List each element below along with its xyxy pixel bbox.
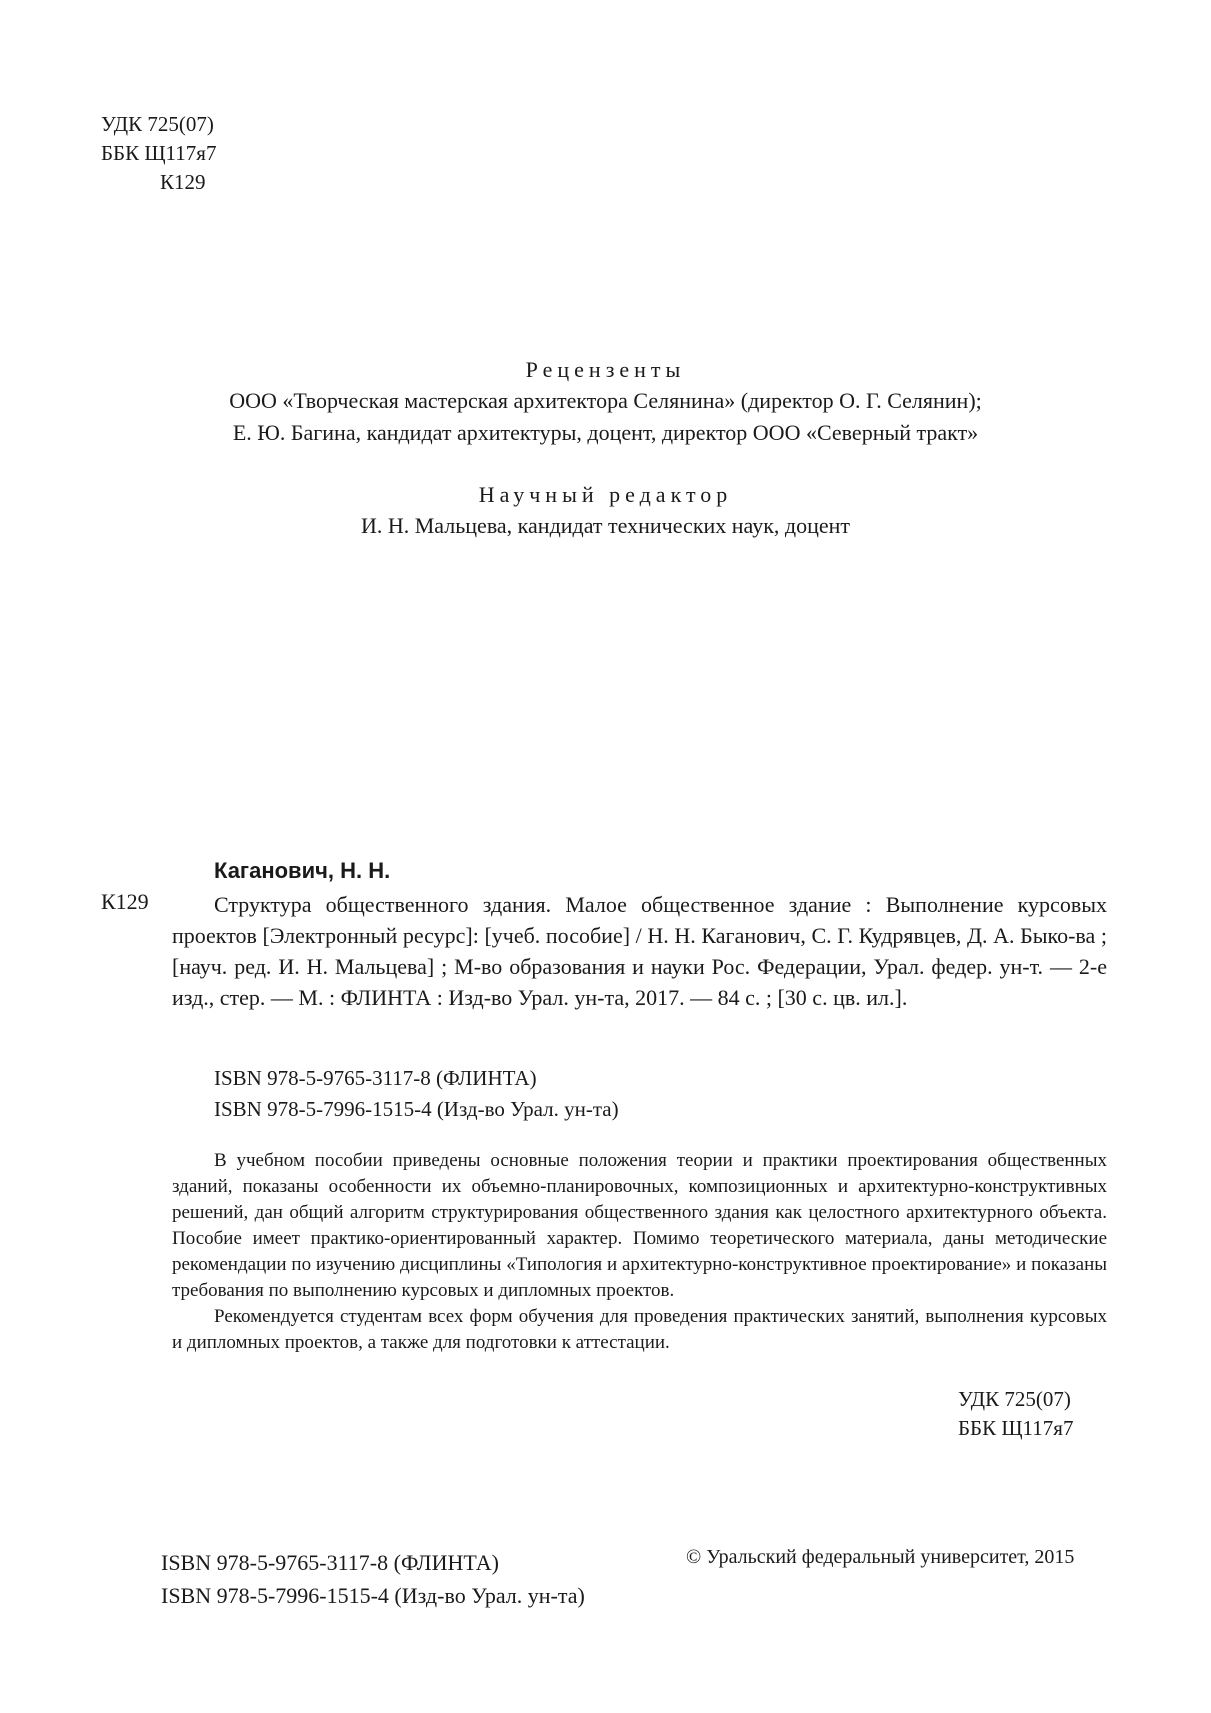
footer-isbn-2: ISBN 978-5-7996-1515-4 (Изд-во Урал. ун-та) xyxy=(161,1583,585,1608)
reviewers-heading: Рецензенты xyxy=(525,357,686,382)
bbk-code: ББК Щ117я7 xyxy=(101,141,217,165)
reviewer-line-2: Е. Ю. Багина, кандидат архитектуры, доцент, директор ООО «Северный тракт» xyxy=(232,420,979,445)
footer-isbn-1: ISBN 978-5-9765-3117-8 (ФЛИНТА) xyxy=(161,1550,499,1575)
catalog-isbn-block xyxy=(214,1063,619,1125)
copyright-notice: © Уральский федеральный университет, 2015 xyxy=(686,1546,1075,1568)
catalog-description: Структура общественного здания. Малое общественное здание : Выполнение курсовых проектов [Электронный ресурс]: [учеб. пособие] / Н. Н. Каганович, С. Г. Кудрявцев, Д. А. Быко-ва ; [науч. ред. И. Н. Мальцева] ; М-во образования и науки Рос. Федерации, Урал. федер. ун-т. — 2-е изд., стер. — М. : ФЛИНТА : Изд-во Урал. ун-та, 2017. — 84 с. ; [30 с. цв. ил.]. xyxy=(172,892,1107,1010)
author-mark: К129 xyxy=(160,170,206,194)
abstract-paragraph-1: В учебном пособии приведены основные положения теории и практики проектирования общественных зданий, показаны особенности их объемно-планировочных, композиционных и архитектурно-конструктивных решений, дан общий алгоритм структурирования общественного здания как целостного архитектурного объекта. Пособие имеет практико-ориентированный характер. Помимо теоретического материала, даны методические рекомендации по изучению дисциплины «Типология и архитектурно-конструктивное проектирование» и показаны требования по выполнению курсовых и дипломных проектов. xyxy=(172,1150,1107,1301)
bbk-code-bottom: ББК Щ117я7 xyxy=(958,1416,1074,1440)
udk-code-bottom: УДК 725(07) xyxy=(958,1387,1071,1411)
udk-code: УДК 725(07) xyxy=(101,112,214,136)
abstract-paragraph-2: Рекомендуется студентам всех форм обучения для проведения практических занятий, выполнения курсовых и дипломных проектов, а также для подготовки к аттестации. xyxy=(172,1306,1107,1353)
abstract xyxy=(172,1148,1107,1356)
catalog-author: Каганович, Н. Н. xyxy=(214,858,391,883)
footer-isbn-block xyxy=(161,1546,585,1612)
classification-codes-bottom xyxy=(958,1385,1073,1443)
editor-heading: Научный редактор xyxy=(478,482,733,507)
catalog-isbn-1: ISBN 978-5-9765-3117-8 (ФЛИНТА) xyxy=(214,1066,537,1090)
editor-line: И. Н. Мальцева, кандидат технических наук, доцент xyxy=(360,513,851,538)
catalog-author-mark: К129 xyxy=(101,889,149,914)
reviewer-line-1: ООО «Творческая мастерская архитектора Селянина» (директор О. Г. Селянин); xyxy=(229,388,982,413)
classification-codes-top xyxy=(101,110,216,197)
catalog-isbn-2: ISBN 978-5-7996-1515-4 (Изд-во Урал. ун-та) xyxy=(214,1097,619,1121)
